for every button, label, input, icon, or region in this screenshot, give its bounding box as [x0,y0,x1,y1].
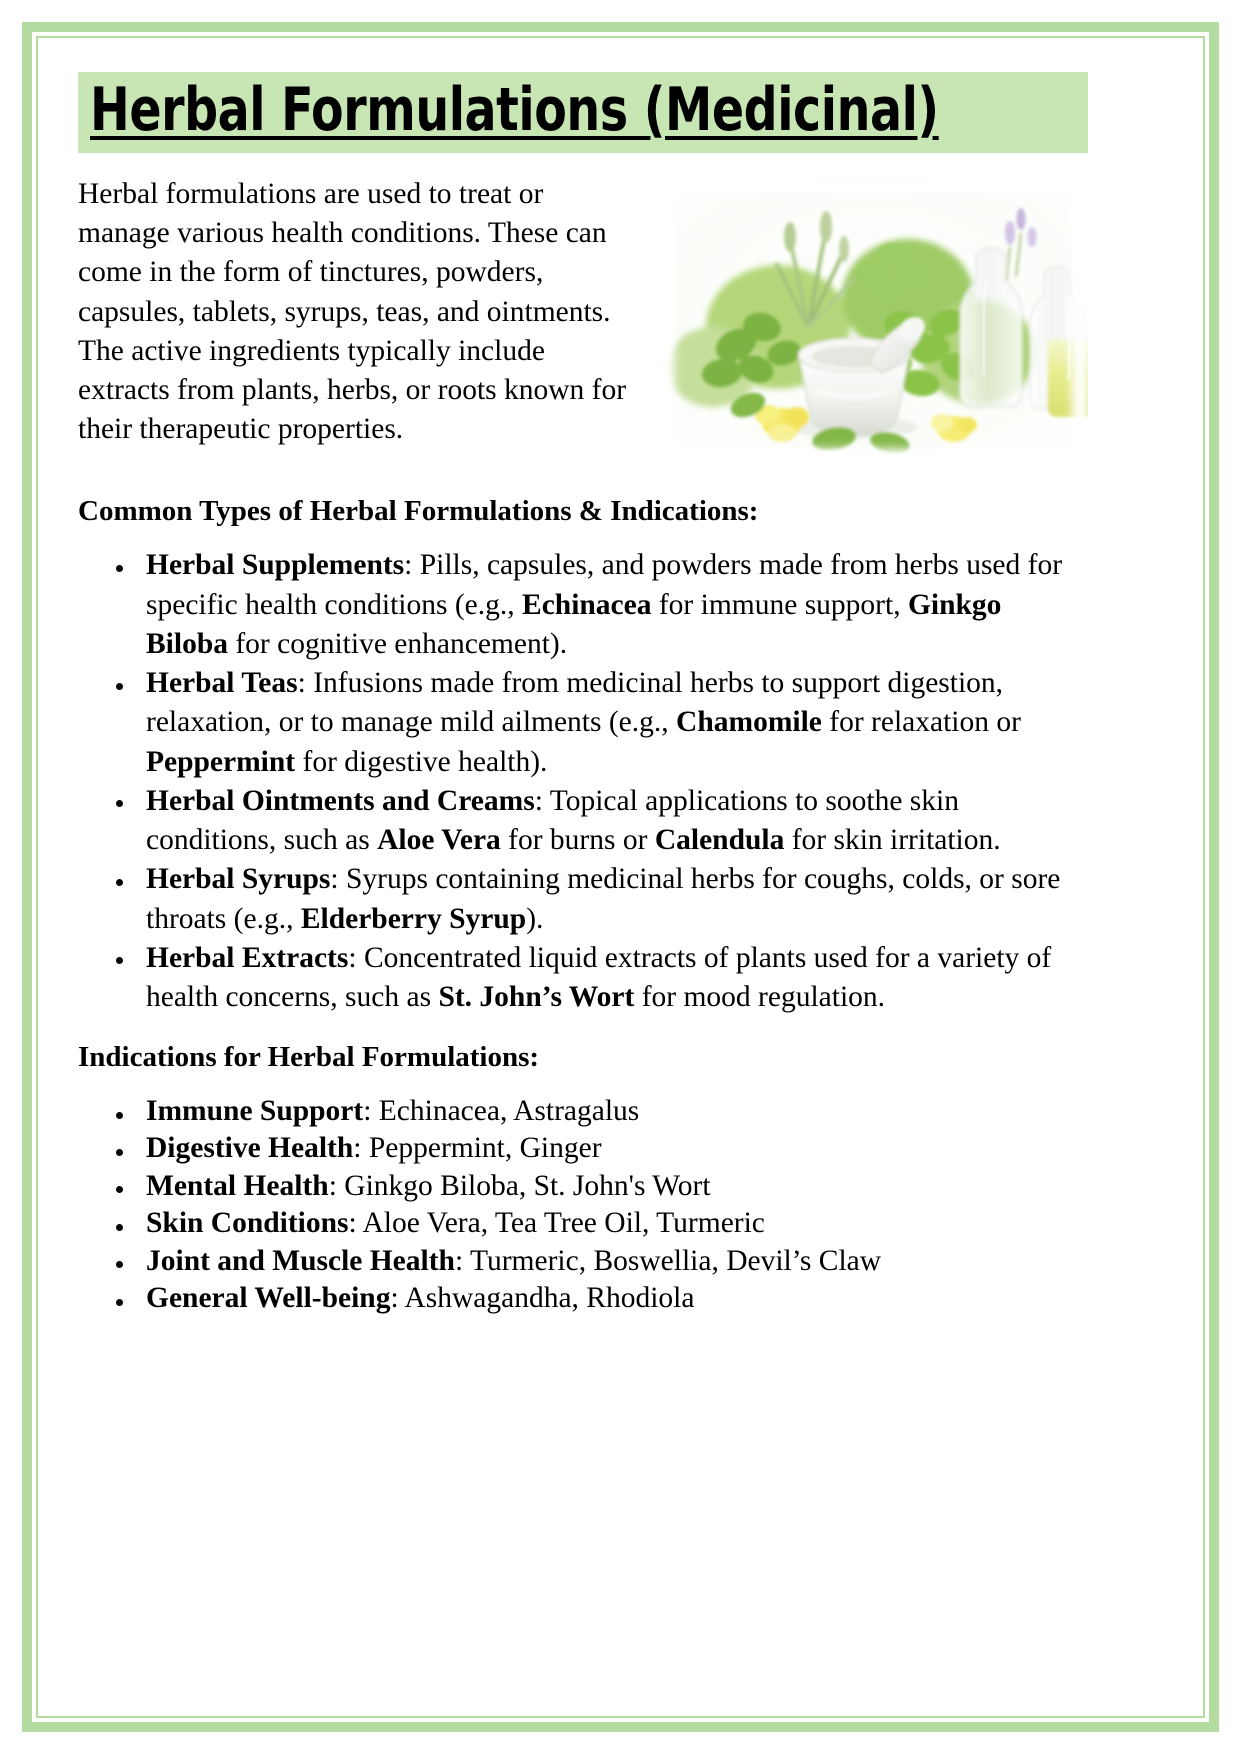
list-item-term: Skin Conditions [146,1207,349,1240]
list-item-emphasis: Calendula [654,824,785,857]
list-item-emphasis: Peppermint [146,745,296,778]
list-item-separator: : [454,1244,470,1277]
list-item-text: for digestive health). [295,745,548,778]
list-item-text: Concentrated liquid extracts of plants used for a variety of health concerns, such as [146,941,1052,1014]
list-item-separator: : [348,1207,363,1240]
list-item-term: Digestive Health [146,1132,354,1165]
list-item-separator: : [534,784,550,817]
list-item-separator: : [353,1132,369,1165]
list-item-separator: : [348,941,364,974]
list-item [78,1205,1088,1242]
common-types-heading: Common Types of Herbal Formulations & Indications: [78,494,759,527]
list-item-term: Herbal Extracts [146,941,349,974]
list-item [78,939,1088,1017]
list-item-text: Pills, capsules, and powders made from herbs used for specific health conditions (e.g., [146,549,1063,621]
list-item [78,1130,1088,1167]
list-item [78,664,1088,782]
list-item-text: for mood regulation. [634,981,886,1014]
list-item-text: ). [526,902,544,935]
list-item-text: Ashwagandha, Rhodiola [404,1282,695,1315]
list-item-term: Herbal Ointments and Creams [146,784,535,817]
list-item-emphasis: Ginkgo Biloba [146,588,1002,660]
list-item-term: Immune Support [146,1094,364,1127]
list-item-text: Peppermint, Ginger [368,1132,602,1165]
list-item [78,1168,1088,1205]
list-item-text: for relaxation or [821,706,1021,739]
document-content [78,72,1088,1318]
list-item-term: General Well-being [146,1282,391,1315]
list-item-emphasis: Aloe Vera [377,824,501,857]
list-item-separator: : [328,1169,345,1202]
list-item-text: Syrups containing medicinal herbs for coughs, colds, or sore throats (e.g., [146,863,1061,935]
intro-paragraph: Herbal formulations are used to treat or manage various health conditions. These can come in the form of tinctures, powders, capsules, tablets, syrups, teas, and ointments. The active ingredients typically include extracts from plants, herbs, or roots known for their therapeutic properties. [78,177,627,446]
list-item [78,860,1088,938]
list-item-term: Joint and Muscle Health [146,1244,455,1277]
list-item-term: Herbal Supplements [146,549,405,582]
list-item-separator: : [404,549,420,582]
herbal-photo-illustration [658,177,1088,465]
list-item-text: for skin irritation. [784,824,1001,857]
list-item-emphasis: St. John’s Wort [438,981,635,1014]
indications-heading: Indications for Herbal Formulations: [78,1041,540,1074]
list-item-text: for immune support, [651,588,908,621]
intro-section [78,175,1088,467]
list-item-term: Mental Health [146,1169,329,1202]
list-item [78,1243,1088,1280]
list-item-term: Herbal Syrups [146,863,331,896]
title-highlight-band [78,72,1088,153]
list-item-emphasis: Echinacea [522,588,652,621]
page-title: Herbal Formulations (Medicinal) [90,75,939,145]
list-item-text: Echinacea, Astragalus [378,1094,640,1127]
list-item [78,1280,1088,1317]
list-item [78,1093,1088,1130]
list-item-emphasis: Chamomile [676,706,822,739]
common-types-list [78,546,1088,1017]
list-item-separator: : [297,667,314,700]
list-item-separator: : [390,1282,405,1315]
list-item-separator: : [363,1094,379,1127]
list-item-text: Infusions made from medicinal herbs to support digestion, relaxation, or to manage mild ailments (e.g., [146,667,1004,739]
list-item-text: Turmeric, Boswellia, Devil’s Claw [470,1244,882,1277]
list-item-text: Aloe Vera, Tea Tree Oil, Turmeric [362,1207,765,1240]
list-item [78,546,1088,664]
list-item-text: Topical applications to soothe skin conditions, such as [146,784,959,857]
list-item [78,782,1088,860]
herbal-photo [658,177,1088,465]
list-item-term: Herbal Teas [146,667,298,700]
list-item-emphasis: Elderberry Syrup [300,902,527,935]
list-item-text: for burns or [500,824,655,857]
indications-list [78,1093,1088,1318]
list-item-text: Ginkgo Biloba, St. John's Wort [344,1169,711,1202]
list-item-separator: : [330,863,346,896]
list-item-text: for cognitive enhancement). [227,627,568,660]
